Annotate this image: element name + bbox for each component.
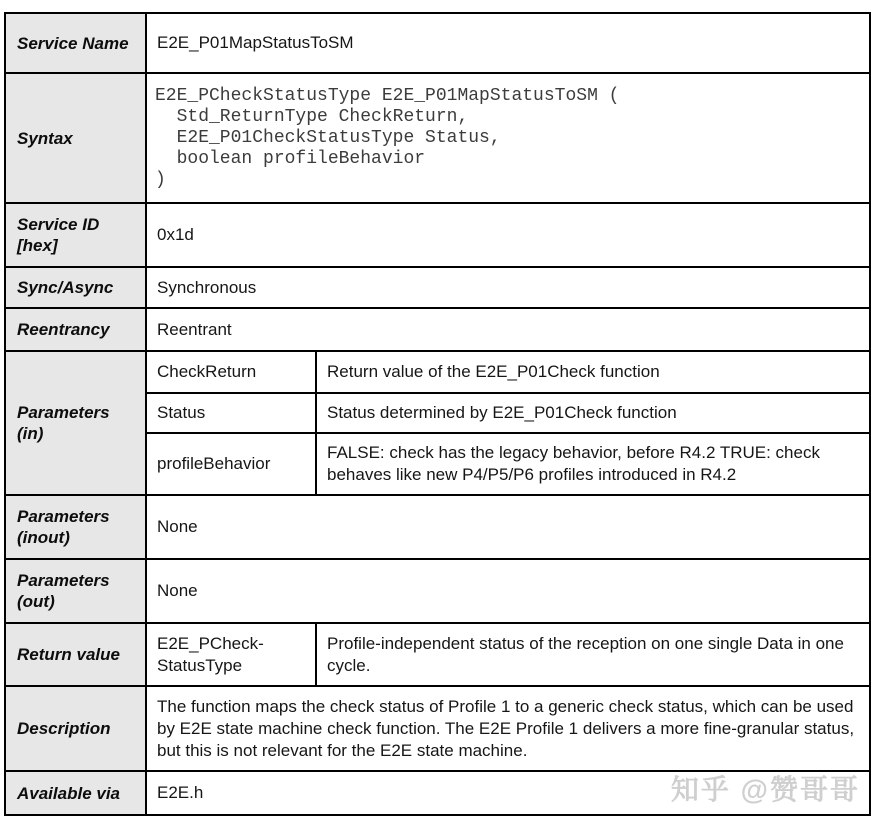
row-param-in-1	[5, 351, 870, 393]
parameters-out-value: None	[146, 559, 870, 623]
available-via-label: Available via	[5, 771, 146, 815]
syntax-code-line: Std_ReturnType CheckReturn,	[155, 106, 469, 127]
syntax-code-line: E2E_P01CheckStatusType Status,	[155, 127, 501, 148]
description-value: The function maps the check status of Profile 1 to a generic check status, which can be used by E2E state machine check function. The E2E Profile 1 delivers a more fine-granular status, but this is not relevant for the E2E state machine.	[146, 686, 870, 771]
param-name: Status	[146, 393, 316, 433]
param-desc: FALSE: check has the legacy behavior, before R4.2 TRUE: check behaves like new P4/P5/P6 profiles introduced in R4.2	[316, 433, 870, 495]
syntax-code-line: E2E_PCheckStatusType E2E_P01MapStatusToSM (	[155, 85, 620, 106]
row-return-value	[5, 623, 870, 686]
return-value-label: Return value	[5, 623, 146, 686]
param-desc: Return value of the E2E_P01Check function	[316, 351, 870, 393]
syntax-code-block	[146, 73, 870, 203]
service-spec-table	[4, 12, 871, 816]
row-description	[5, 686, 870, 771]
syntax-code-line: )	[155, 169, 166, 190]
row-service-id	[5, 203, 870, 267]
param-desc: Status determined by E2E_P01Check function	[316, 393, 870, 433]
row-parameters-out	[5, 559, 870, 623]
param-name: profileBehavior	[146, 433, 316, 495]
row-service-name	[5, 13, 870, 73]
service-name-label: Service Name	[5, 13, 146, 73]
reentrancy-label: Reentrancy	[5, 308, 146, 351]
return-desc: Profile-independent status of the reception on one single Data in one cycle.	[316, 623, 870, 686]
row-parameters-inout	[5, 495, 870, 559]
syntax-label: Syntax	[5, 73, 146, 203]
sync-async-label: Sync/Async	[5, 267, 146, 308]
syntax-code-line: boolean profileBehavior	[155, 148, 426, 169]
service-id-value: 0x1d	[146, 203, 870, 267]
row-sync-async	[5, 267, 870, 308]
row-reentrancy	[5, 308, 870, 351]
reentrancy-value: Reentrant	[146, 308, 870, 351]
service-id-label: Service ID [hex]	[5, 203, 146, 267]
parameters-out-label: Parameters (out)	[5, 559, 146, 623]
param-name: CheckReturn	[146, 351, 316, 393]
sync-async-value: Synchronous	[146, 267, 870, 308]
parameters-inout-label: Parameters (inout)	[5, 495, 146, 559]
row-syntax	[5, 73, 870, 203]
return-type: E2E_PCheck-StatusType	[146, 623, 316, 686]
zhihu-watermark: 知乎 @赞哥哥	[670, 774, 860, 805]
service-name-value: E2E_P01MapStatusToSM	[146, 13, 870, 73]
available-via-value: E2E.h	[146, 771, 870, 815]
parameters-in-label: Parameters (in)	[5, 351, 146, 495]
description-label: Description	[5, 686, 146, 771]
parameters-inout-value: None	[146, 495, 870, 559]
